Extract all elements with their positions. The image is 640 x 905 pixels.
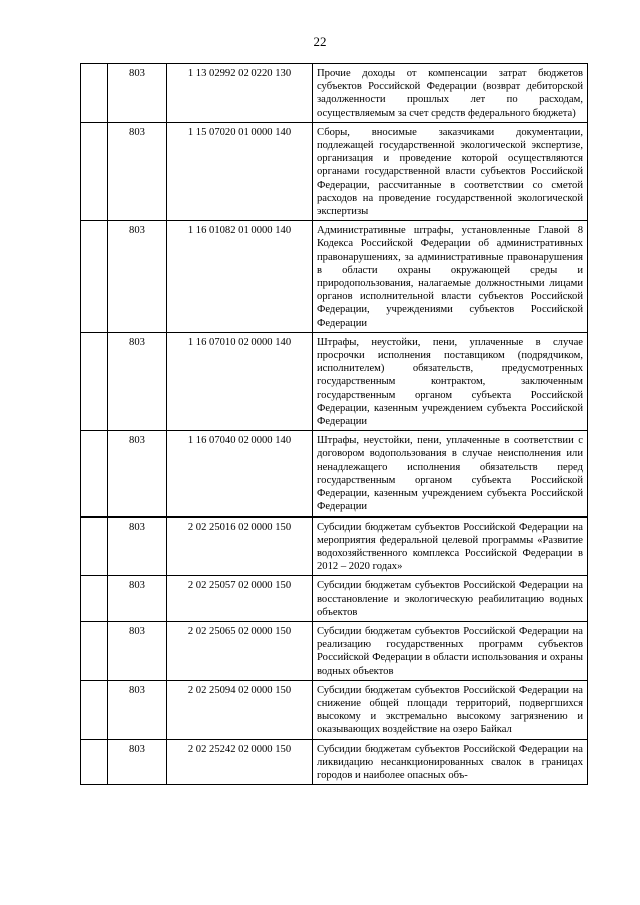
- table-row: [81, 122, 588, 220]
- table-row: [81, 517, 588, 576]
- empty-cell: [81, 431, 108, 517]
- table-row: [81, 739, 588, 785]
- budget-code-cell: 2 02 25094 02 0000 150: [167, 680, 313, 739]
- description-cell: Субсидии бюджетам субъектов Российской Федерации на снижение общей площади территорий, подвергшихся высокому и экстремально высокому загрязнению и оказывающих воздействие на озеро Байкал: [313, 680, 588, 739]
- empty-cell: [81, 64, 108, 123]
- admin-code-cell: 803: [108, 517, 167, 576]
- budget-code-cell: 2 02 25057 02 0000 150: [167, 576, 313, 622]
- empty-cell: [81, 221, 108, 333]
- budget-code-cell: 1 13 02992 02 0220 130: [167, 64, 313, 123]
- budget-code-cell: 1 15 07020 01 0000 140: [167, 122, 313, 220]
- admin-code-cell: 803: [108, 576, 167, 622]
- empty-cell: [81, 680, 108, 739]
- table-row: [81, 332, 588, 430]
- description-cell: Субсидии бюджетам субъектов Российской Федерации на реализацию государственных программ субъектов Российской Федерации в области использования и охраны водных объектов: [313, 621, 588, 680]
- description-cell: Административные штрафы, установленные Главой 8 Кодекса Российской Федерации об административных правонарушениях, за административные правонарушения в области охраны окружающей среды и природопользования, налагаемые должностными лицами органов исполнительной власти субъектов Российской Федерации, учреждениями субъектов Российской Федерации: [313, 221, 588, 333]
- admin-code-cell: 803: [108, 680, 167, 739]
- empty-cell: [81, 576, 108, 622]
- description-cell: Субсидии бюджетам субъектов Российской Федерации на ликвидацию несанкционированных свалок в границах городов и наиболее опасных объ-: [313, 739, 588, 785]
- revenue-codes-table: [80, 63, 588, 785]
- table-body: [81, 64, 588, 785]
- description-cell: Субсидии бюджетам субъектов Российской Федерации на мероприятия федеральной целевой программы «Развитие водохозяйственного комплекса Российской Федерации в 2012 – 2020 годах»: [313, 517, 588, 576]
- description-cell: Штрафы, неустойки, пени, уплаченные в соответствии с договором водопользования в случае неисполнения или ненадлежащего исполнения обязательств перед государственным органом субъекта Российской Федерации, казенным учреждением субъекта Российской Федерации: [313, 431, 588, 517]
- admin-code-cell: 803: [108, 332, 167, 430]
- budget-code-cell: 1 16 07010 02 0000 140: [167, 332, 313, 430]
- admin-code-cell: 803: [108, 621, 167, 680]
- table-row: [81, 64, 588, 123]
- admin-code-cell: 803: [108, 739, 167, 785]
- empty-cell: [81, 621, 108, 680]
- budget-code-cell: 1 16 01082 01 0000 140: [167, 221, 313, 333]
- table-row: [81, 680, 588, 739]
- table-row: [81, 221, 588, 333]
- table-row: [81, 431, 588, 517]
- admin-code-cell: 803: [108, 122, 167, 220]
- budget-code-cell: 1 16 07040 02 0000 140: [167, 431, 313, 517]
- table-row: [81, 621, 588, 680]
- description-cell: Сборы, вносимые заказчиками документации, подлежащей государственной экологической экспертизе, организация и проведение которой осуществляются органами государственной власти субъектов Российской Федерации, рассчитанные в соответствии со сметой расходов на проведение государственной экологической экспертизы: [313, 122, 588, 220]
- description-cell: Субсидии бюджетам субъектов Российской Федерации на восстановление и экологическую реабилитацию водных объектов: [313, 576, 588, 622]
- empty-cell: [81, 122, 108, 220]
- description-cell: Прочие доходы от компенсации затрат бюджетов субъектов Российской Федерации (возврат дебиторской задолженности прошлых лет по расходам, осуществляемым за счет средств федерального бюджета): [313, 64, 588, 123]
- page-number: 22: [313, 34, 327, 49]
- table-row: [81, 576, 588, 622]
- empty-cell: [81, 517, 108, 576]
- budget-code-cell: 2 02 25016 02 0000 150: [167, 517, 313, 576]
- budget-code-cell: 2 02 25242 02 0000 150: [167, 739, 313, 785]
- admin-code-cell: 803: [108, 64, 167, 123]
- empty-cell: [81, 739, 108, 785]
- admin-code-cell: 803: [108, 221, 167, 333]
- admin-code-cell: 803: [108, 431, 167, 517]
- description-cell: Штрафы, неустойки, пени, уплаченные в случае просрочки исполнения поставщиком (подрядчиком, исполнителем) обязательств, предусмотренных государственным контрактом, заключенным государственным органом субъекта Российской Федерации, казенным учреждением субъекта Российской Федерации: [313, 332, 588, 430]
- budget-code-cell: 2 02 25065 02 0000 150: [167, 621, 313, 680]
- empty-cell: [81, 332, 108, 430]
